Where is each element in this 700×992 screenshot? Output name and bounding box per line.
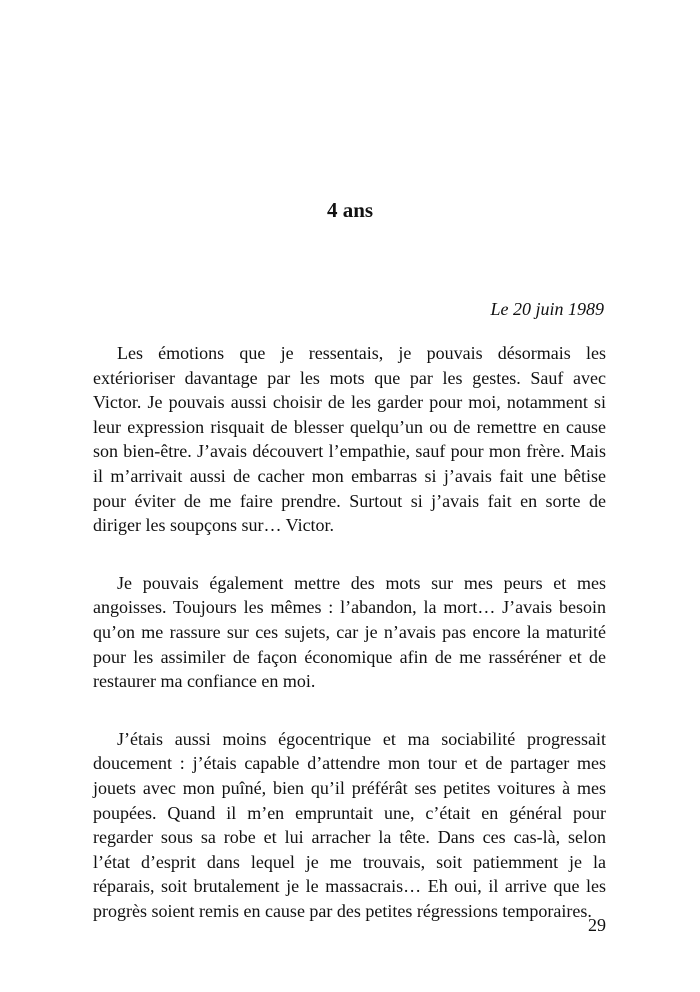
entry-date: Le 20 juin 1989 [490,299,604,319]
page-number: 29 [588,915,606,935]
body-text [93,341,606,956]
paragraph-3: J’étais aussi moins égocentrique et ma sociabilité progressait doucement : j’étais capable d’attendre mon tour et de partager mes jouets avec mon puîné, bien qu’il préférât ses petites voitures à mes poupées. Quand il m’en empruntait une, c’était en général pour regarder sous sa robe et lui arracher la tête. Dans ces cas-là, selon l’état d’esprit dans lequel je me trouvais, soit patiemment je la réparais, soit brutalement je le massacrais… Eh oui, il arrive que les progrès soient remis en cause par des petites régressions temporaires. [93,728,606,921]
paragraph-1: Les émotions que je ressentais, je pouvais désormais les extérioriser davantage par les mots que par les gestes. Sauf avec Victor. Je pouvais aussi choisir de les garder pour moi, notamment si leur expression risquait de blesser quelqu’un ou de remettre en cause son bien-être. J’avais découvert l’empathie, sauf pour mon frère. Mais il m’arrivait aussi de cacher mon embarras si j’avais fait une bêtise pour éviter de me faire prendre. Surtout si j’avais fait en sorte de diriger les soupçons sur… Victor. [93,343,606,536]
chapter-title: 4 ans [326,198,374,222]
paragraph-2: Je pouvais également mettre des mots sur mes peurs et mes angoisses. Toujours les mêmes : l’abandon, la mort… J’avais besoin qu’on me rassure sur ces sujets, car je n’avais pas encore la maturité pour les assimiler de façon économique afin de me rasséréner et de restaurer ma confiance en moi. [93,572,606,692]
